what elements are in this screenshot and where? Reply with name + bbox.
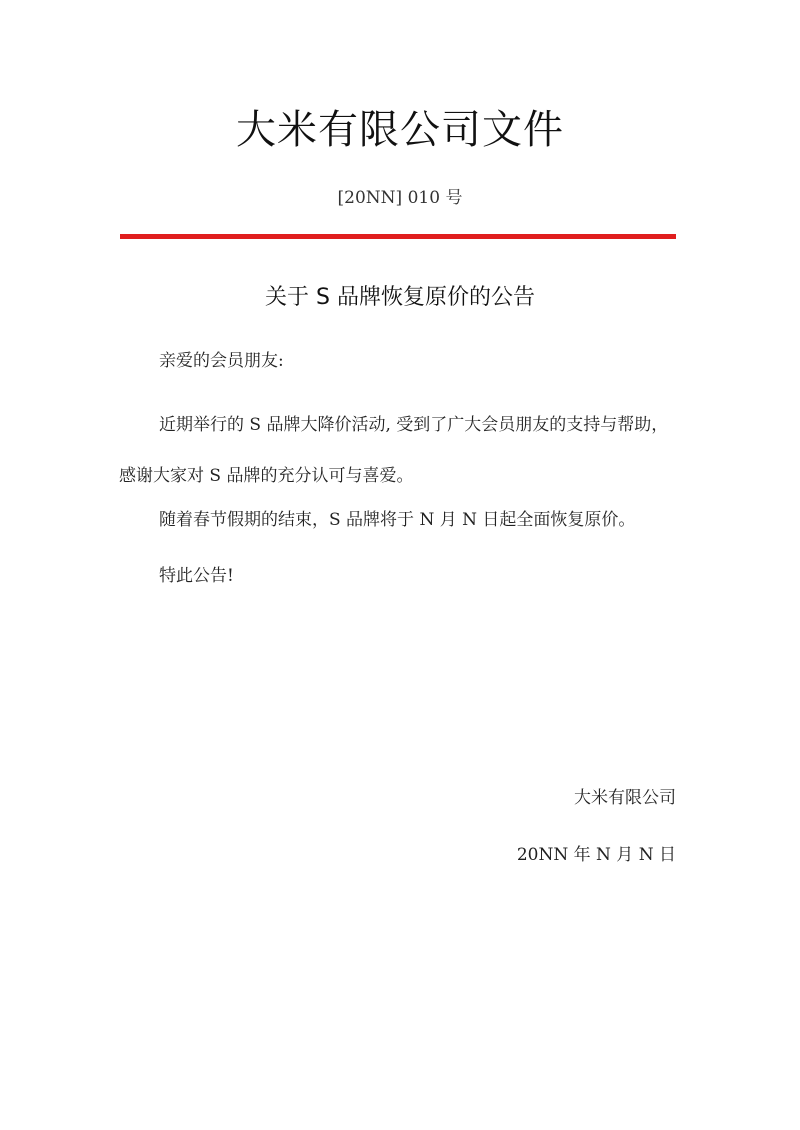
notice-paragraph-1: 近期举行的 S 品牌大降价活动, 受到了广大会员朋友的支持与帮助，感谢大家对 S 品牌的充分认可与喜爱。 (119, 415, 669, 486)
signature-date: 20NN 年 N 月 N 日 (516, 845, 676, 865)
notice-paragraph-2: 随着春节假期的结束，S 品牌将于 N 月 N 日起全面恢复原价。 (159, 510, 636, 530)
document-header-title: 大米有限公司文件 (236, 107, 564, 153)
notice-closing: 特此公告! (159, 566, 234, 586)
signature-company: 大米有限公司 (574, 788, 676, 808)
document-number: [20NN] 010 号 (337, 188, 463, 208)
notice-greeting: 亲爱的会员朋友: (159, 351, 284, 371)
notice-title: 关于 S 品牌恢复原价的公告 (265, 285, 535, 310)
red-divider-line (120, 234, 676, 239)
